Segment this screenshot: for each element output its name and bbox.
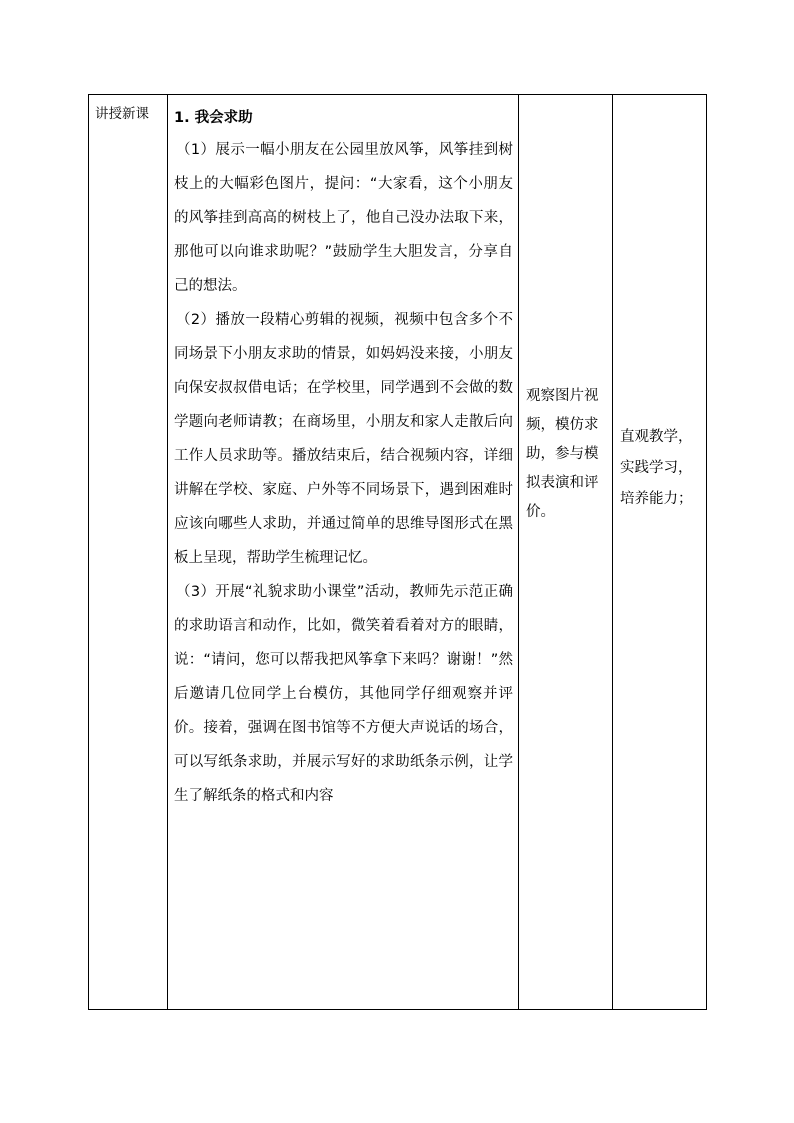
student-activity-text: 观察图片视频，模仿求助，参与模拟表演和评价。 <box>526 388 599 520</box>
stage-cell <box>89 95 168 1010</box>
section-title: 1. 我会求助 <box>174 110 253 126</box>
activity-paragraph-1: （1）展示一幅小朋友在公园里放风筝，风筝挂到树枝上的大幅彩色图片，提问：“大家看，这个小朋友的风筝挂到高高的树枝上了，他自己没办法取下来，那他可以向谁求助呢？”鼓励学生大胆发言，分享自己的想法。 <box>174 142 513 294</box>
activity-paragraph-3: （3）开展“礼貌求助小课堂”活动，教师先示范正确的求助语言和动作，比如，微笑着看着对方的眼睛，说：“请问，您可以帮我把风筝拿下来吗？谢谢！”然后邀请几位同学上台模仿，其他同学仔细观察并评价。接着，强调在图书馆等不方便大声说话的场合，可以写纸条求助，并展示写好的求助纸条示例，让学生了解纸条的格式和内容 <box>174 584 513 804</box>
lesson-plan-table <box>88 94 707 1010</box>
table-row <box>89 95 707 1010</box>
activity-paragraph-2: （2）播放一段精心剪辑的视频，视频中包含多个不同场景下小朋友求助的情景，如妈妈没来接，小朋友向保安叔叔借电话；在学校里，同学遇到不会做的数学题向老师请教；在商场里，小朋友和家人走散后向工作人员求助等。播放结束后，结合视频内容，详细讲解在学校、家庭、户外等不同场景下，遇到困难时应该向哪些人求助，并通过简单的思维导图形式在黑板上呈现，帮助学生梳理记忆。 <box>174 312 513 566</box>
design-intent-cell <box>613 95 707 1010</box>
stage-label: 讲授新课 <box>95 106 149 122</box>
design-intent-text: 直观教学，实践学习，培养能力； <box>620 429 693 507</box>
student-activity-cell <box>519 95 613 1010</box>
teacher-activity-cell <box>168 95 519 1010</box>
